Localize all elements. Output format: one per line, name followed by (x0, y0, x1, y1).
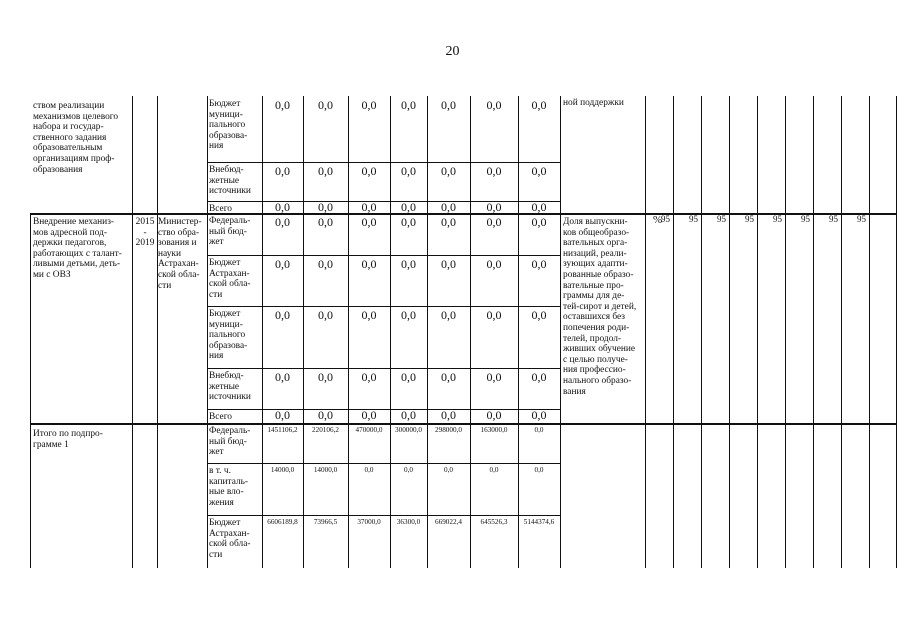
executor-cell: Министер- ство обра- зования и науки Астрахан- ской обла- сти (158, 217, 202, 291)
years-cell: 2015 - 2019 (135, 217, 155, 249)
funding-value: 0,0 (275, 408, 290, 422)
funding-value: 0,0 (531, 164, 547, 178)
table-vline (841, 96, 842, 568)
funding-value: 0,0 (486, 308, 502, 322)
indicator-target-value: 95 (745, 214, 754, 224)
funding-value: 0,0 (361, 408, 377, 422)
funding-value: 36300,0 (396, 518, 421, 526)
table-hline (207, 463, 560, 464)
funding-value: 0,0 (441, 370, 456, 384)
funding-value: 0,0 (531, 215, 547, 229)
funding-value: 0,0 (531, 308, 547, 322)
measure-name: Внедрение механиз- мов адресной под- держки педагогов, работающих с талант- ливыми детьми, деть- ми с ОВЗ (33, 217, 122, 280)
funding-source-label: Внебюд- жетные источники (209, 165, 251, 197)
indicator-target-value: 95 (801, 214, 810, 224)
table-vline (207, 96, 208, 568)
table-vline (896, 96, 897, 568)
funding-value: 0,0 (275, 257, 290, 271)
funding-value: 0,0 (441, 257, 456, 271)
indicator-target-value: 95 (717, 214, 726, 224)
indicator-name: ной поддержки (563, 98, 624, 108)
funding-value: 0,0 (318, 408, 333, 422)
table-hline (207, 162, 560, 163)
indicator-target-value: 95 (661, 214, 670, 224)
funding-source-label: Бюджет Астрахан- ской обла- сти (209, 258, 251, 300)
funding-value: 5144374,6 (523, 518, 555, 526)
funding-value: 0,0 (441, 98, 456, 112)
table-vline (30, 213, 31, 568)
indicator-name: Доля выпускни- ков общеобразо- вательных орга- низаций, реали- зующих адапти- рованные образо- вательные про- граммы для де- тей-сирот и детей, оставшихся без попечения роди- телей, продол- живших обучение с целью получе- ния профессио- нального образо- вания (563, 217, 637, 397)
funding-value: 0,0 (318, 200, 333, 214)
subprogram-total-name: Итого по подпро- грамме 1 (33, 429, 103, 450)
funding-value: 6606189,8 (267, 518, 298, 526)
funding-value: 0,0 (275, 98, 290, 112)
table-vline (701, 96, 702, 568)
funding-value: 0,0 (401, 215, 416, 229)
funding-value: 0,0 (401, 200, 416, 214)
funding-value: 0,0 (534, 466, 544, 474)
table-vline (132, 96, 133, 568)
funding-value: 0,0 (318, 164, 333, 178)
funding-value: 0,0 (401, 370, 416, 384)
funding-value: 0,0 (531, 257, 547, 271)
funding-value: 0,0 (275, 370, 290, 384)
funding-source-label: Федераль- ный бюд- жет (209, 216, 251, 248)
indicator-target-value: 95 (829, 214, 838, 224)
funding-value: 0,0 (318, 308, 333, 322)
funding-value: 0,0 (489, 466, 499, 474)
funding-value: 0,0 (318, 370, 333, 384)
funding-value: 0,0 (275, 164, 290, 178)
funding-value: 0,0 (441, 408, 456, 422)
funding-value: 0,0 (404, 466, 413, 474)
funding-value: 470000,0 (355, 426, 383, 434)
funding-value: 0,0 (441, 200, 456, 214)
funding-value: 163000,0 (480, 426, 508, 434)
funding-value: 0,0 (486, 164, 502, 178)
table-vline (869, 96, 870, 568)
funding-value: 298000,0 (435, 426, 462, 434)
funding-source-label: Всего (209, 412, 232, 422)
table-vline (813, 96, 814, 568)
table-vline (785, 96, 786, 568)
table-hline (207, 306, 560, 307)
funding-value: 0,0 (401, 308, 416, 322)
table-vline (729, 96, 730, 568)
funding-value: 0,0 (531, 98, 547, 112)
funding-value: 0,0 (361, 200, 377, 214)
table-vline (757, 96, 758, 568)
funding-value: 0,0 (531, 200, 547, 214)
funding-value: 0,0 (441, 215, 456, 229)
table-hline (207, 255, 560, 256)
indicator-target-value: 95 (857, 214, 866, 224)
table-vline (645, 96, 646, 568)
funding-value: 0,0 (444, 466, 453, 474)
funding-value: 0,0 (318, 98, 333, 112)
funding-source-label: Федераль- ный бюд- жет (209, 426, 251, 458)
funding-value: 37000,0 (357, 518, 381, 526)
funding-value: 0,0 (441, 308, 456, 322)
funding-value: 300000,0 (395, 426, 422, 434)
funding-value: 14000,0 (270, 466, 295, 474)
funding-value: 645526,3 (480, 518, 508, 526)
funding-value: 220106,2 (312, 426, 339, 434)
funding-value: 0,0 (361, 308, 377, 322)
funding-value: 0,0 (486, 215, 502, 229)
funding-value: 0,0 (361, 257, 377, 271)
table-hline (30, 423, 896, 425)
indicator-target-value: 95 (689, 214, 698, 224)
funding-value: 0,0 (318, 215, 333, 229)
funding-source-label: в т. ч. капиталь- ные вло- жения (209, 466, 249, 508)
funding-value: 1451106,2 (267, 426, 298, 434)
funding-value: 0,0 (401, 257, 416, 271)
funding-value: 0,0 (275, 308, 290, 322)
funding-source-label: Всего (209, 204, 232, 214)
page-number: 20 (445, 44, 460, 59)
funding-source-label: Бюджет муници- пального образова- ния (209, 99, 248, 152)
funding-value: 0,0 (531, 408, 547, 422)
subtask-name: ством реализации механизмов целевого набора и государ- ственного задания образовательным организациям проф- образования (33, 101, 119, 175)
unit-cell: % (653, 214, 663, 226)
funding-value: 73966,5 (313, 518, 338, 526)
funding-value: 0,0 (361, 164, 377, 178)
funding-value: 0,0 (401, 164, 416, 178)
funding-source-label: Внебюд- жетные источники (209, 371, 251, 403)
table-vline (673, 96, 674, 568)
table-hline (207, 515, 560, 516)
funding-value: 0,0 (361, 98, 377, 112)
funding-value: 0,0 (401, 98, 416, 112)
indicator-target-value: 95 (773, 214, 782, 224)
funding-value: 0,0 (486, 98, 502, 112)
funding-value: 0,0 (318, 257, 333, 271)
funding-value: 0,0 (275, 200, 290, 214)
funding-value: 0,0 (401, 408, 416, 422)
funding-value: 0,0 (486, 370, 502, 384)
table-vline (560, 96, 561, 568)
funding-value: 0,0 (364, 466, 374, 474)
funding-value: 0,0 (361, 215, 377, 229)
funding-value: 0,0 (486, 408, 502, 422)
table-hline (207, 368, 560, 369)
funding-value: 669022,4 (435, 518, 462, 526)
funding-value: 0,0 (441, 164, 456, 178)
funding-source-label: Бюджет Астрахан- ской обла- сти (209, 518, 251, 560)
funding-source-label: Бюджет муници- пального образова- ния (209, 309, 248, 362)
funding-value: 14000,0 (313, 466, 338, 474)
table-vline (157, 96, 158, 568)
funding-value: 0,0 (534, 426, 544, 434)
funding-value: 0,0 (531, 370, 547, 384)
funding-value: 0,0 (361, 370, 377, 384)
funding-value: 0,0 (275, 215, 290, 229)
funding-value: 0,0 (486, 200, 502, 214)
funding-value: 0,0 (486, 257, 502, 271)
